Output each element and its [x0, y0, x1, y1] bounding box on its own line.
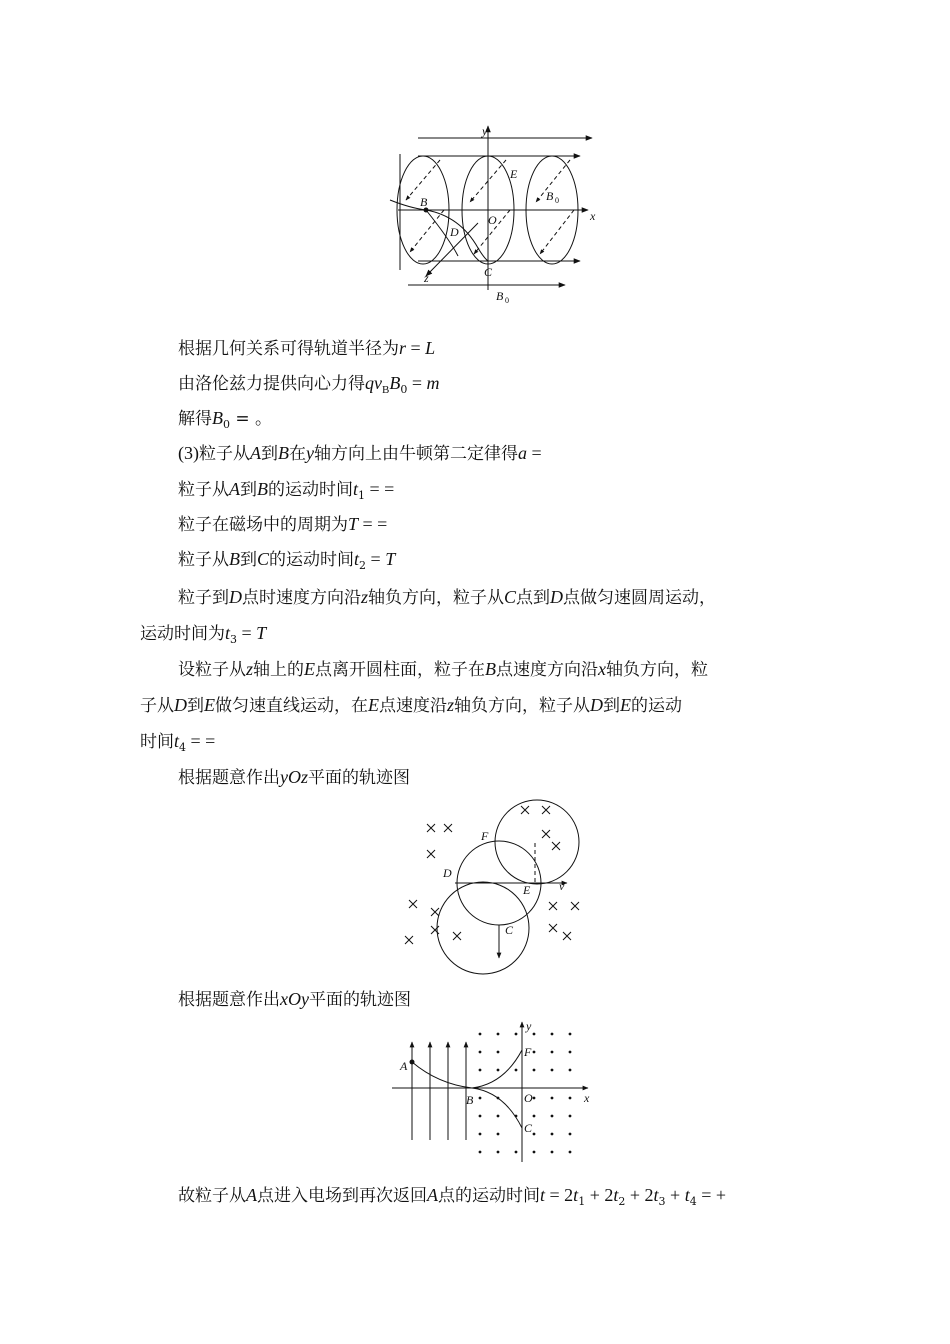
text-line-6: 粒子在磁场中的周期为T = = [178, 514, 388, 535]
text-line-10: 设粒子从z轴上的E点离开圆柱面，粒子在B点速度方向沿x轴负方向，粒 [178, 659, 709, 680]
text-line-9: 运动时间为$t_3 = T$ [140, 623, 267, 646]
text-line-3: 解得$B_0$ = 。 [178, 408, 273, 431]
svg-text:D: D [450, 225, 459, 239]
text-line-8: 粒子到D点时速度方向沿z轴负方向，粒子从C点到D点做匀速圆周运动， [178, 587, 717, 608]
svg-text:E: E [523, 883, 531, 897]
svg-text:D: D [443, 866, 452, 880]
text-line-4: (3)粒子从A到B在y轴方向上由牛顿第二定律得a = [178, 443, 542, 464]
svg-text:x: x [590, 209, 596, 223]
svg-text:O: O [524, 1091, 533, 1105]
svg-text:B: B [496, 289, 504, 303]
svg-text:B: B [466, 1093, 474, 1107]
svg-text:B: B [546, 189, 554, 203]
svg-text:A: A [400, 1059, 408, 1073]
svg-text:O: O [488, 213, 497, 227]
text-line-12: 时间$t_4$ = = [140, 731, 216, 754]
svg-text:E: E [510, 167, 518, 181]
figure-xoy-plane [388, 1018, 598, 1168]
svg-text:F: F [524, 1045, 532, 1059]
circle-lower-left [437, 882, 529, 974]
svg-text:0: 0 [555, 196, 559, 205]
text-line-15: 故粒子从A点进入电场到再次返回A点的运动时间$t = 2t_1 + 2t_2 + 2t_3 + t_4$ = + [178, 1185, 727, 1208]
text-line-7: 粒子从B到C的运动时间$t_2 = T$ [178, 549, 396, 572]
text-line-5: 粒子从A到B的运动时间$t_1$ = = [178, 479, 395, 502]
svg-text:C: C [505, 923, 514, 937]
svg-text:x: x [584, 1091, 590, 1105]
figure-yoz-plane [395, 798, 595, 978]
svg-text:C: C [484, 265, 493, 279]
text-line-11: 子从D到E做匀速直线运动，在E点速度沿z轴负方向，粒子从D到E的运动 [140, 695, 683, 716]
svg-text:y: y [526, 1019, 532, 1033]
text-line-2: 由洛伦兹力提供向心力得$qv_BB_0 = m$ [178, 373, 440, 396]
svg-text:0: 0 [505, 296, 509, 305]
figure-cylinders [380, 120, 610, 310]
svg-text:B: B [420, 195, 428, 209]
svg-text:z: z [424, 271, 429, 285]
svg-text:y: y [482, 124, 488, 138]
svg-text:v: v [559, 879, 565, 893]
svg-text:F: F [481, 829, 489, 843]
text-line-13: 根据题意作出yOz平面的轨迹图 [178, 767, 410, 788]
text-line-1: 根据几何关系可得轨道半径为r = L [178, 338, 436, 359]
svg-text:C: C [524, 1121, 533, 1135]
text-line-14: 根据题意作出xOy平面的轨迹图 [178, 989, 411, 1010]
